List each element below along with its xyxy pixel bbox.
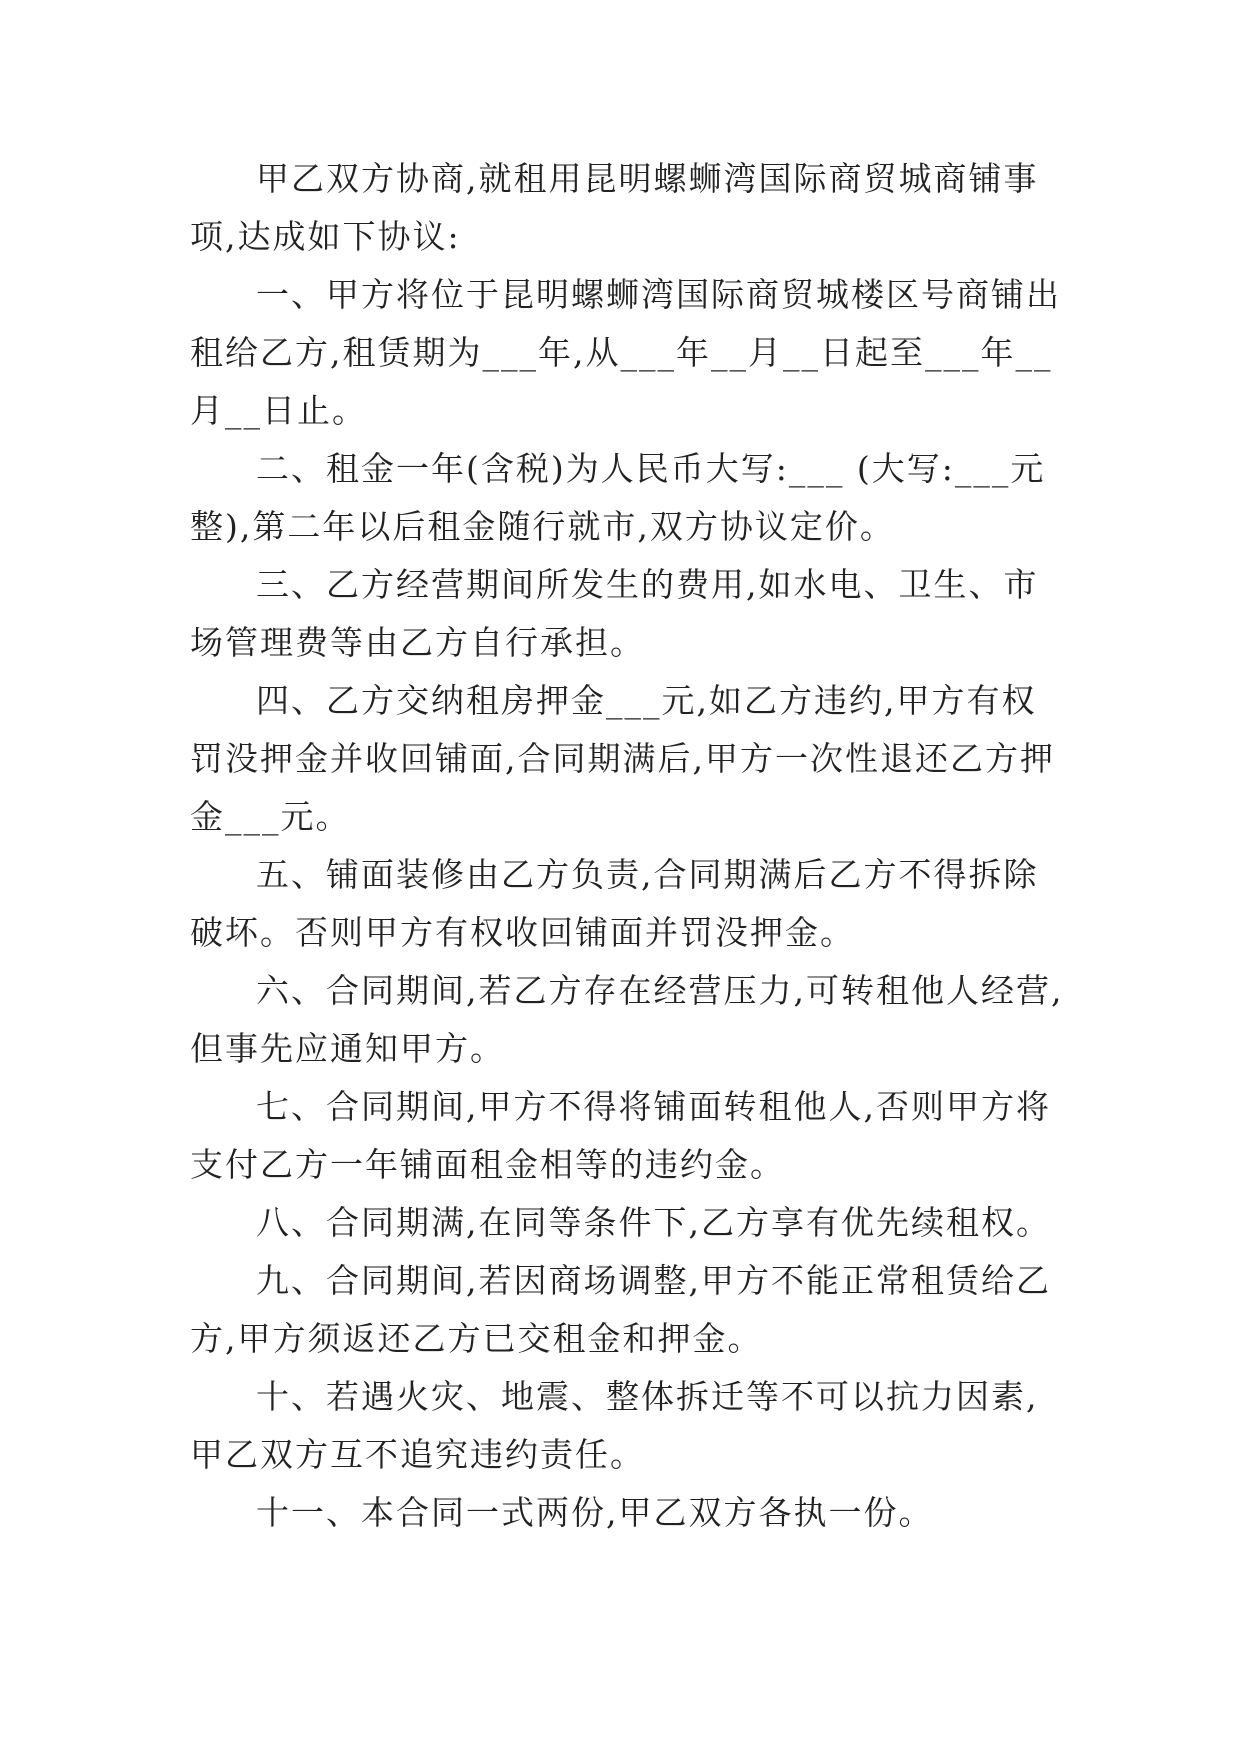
clause-8: 八、合同期满,在同等条件下,乙方享有优先续租权。 [256, 1203, 1051, 1242]
document-page [190, 150, 1070, 1542]
clause-9: 九、合同期间,若因商场调整,甲方不能正常租赁给乙方,甲方须返还乙方已交租金和押金。 [190, 1261, 1051, 1358]
clause-5: 五、铺面装修由乙方负责,合同期满后乙方不得拆除破坏。否则甲方有权收回铺面并罚没押金。 [190, 855, 1039, 952]
clause-10: 十、若遇火灾、地震、整体拆迁等不可以抗力因素,甲乙双方互不追究违约责任。 [190, 1377, 1039, 1474]
clause-7: 七、合同期间,甲方不得将铺面转租他人,否则甲方将支付乙方一年铺面租金相等的违约金。 [190, 1087, 1051, 1184]
clause-11: 十一、本合同一式两份,甲乙双方各执一份。 [256, 1493, 934, 1532]
clause-3: 三、乙方经营期间所发生的费用,如水电、卫生、市场管理费等由乙方自行承担。 [190, 565, 1039, 662]
clause-1: 一、甲方将位于昆明螺蛳湾国际商贸城楼区号商铺出租给乙方,租赁期为___年,从___年__月__日起至___年__月__日止。 [190, 275, 1061, 430]
intro-paragraph: 甲乙双方协商,就租用昆明螺蛳湾国际商贸城商铺事项,达成如下协议: [190, 159, 1039, 256]
clause-4: 四、乙方交纳租房押金___元,如乙方违约,甲方有权罚没押金并收回铺面,合同期满后,甲方一次性退还乙方押金___元。 [190, 681, 1055, 836]
clause-6: 六、合同期间,若乙方存在经营压力,可转租他人经营,但事先应通知甲方。 [190, 971, 1064, 1068]
clause-2: 二、租金一年(含税)为人民币大写:___ (大写:___元整),第二年以后租金随行就市,双方协议定价。 [190, 449, 1046, 546]
